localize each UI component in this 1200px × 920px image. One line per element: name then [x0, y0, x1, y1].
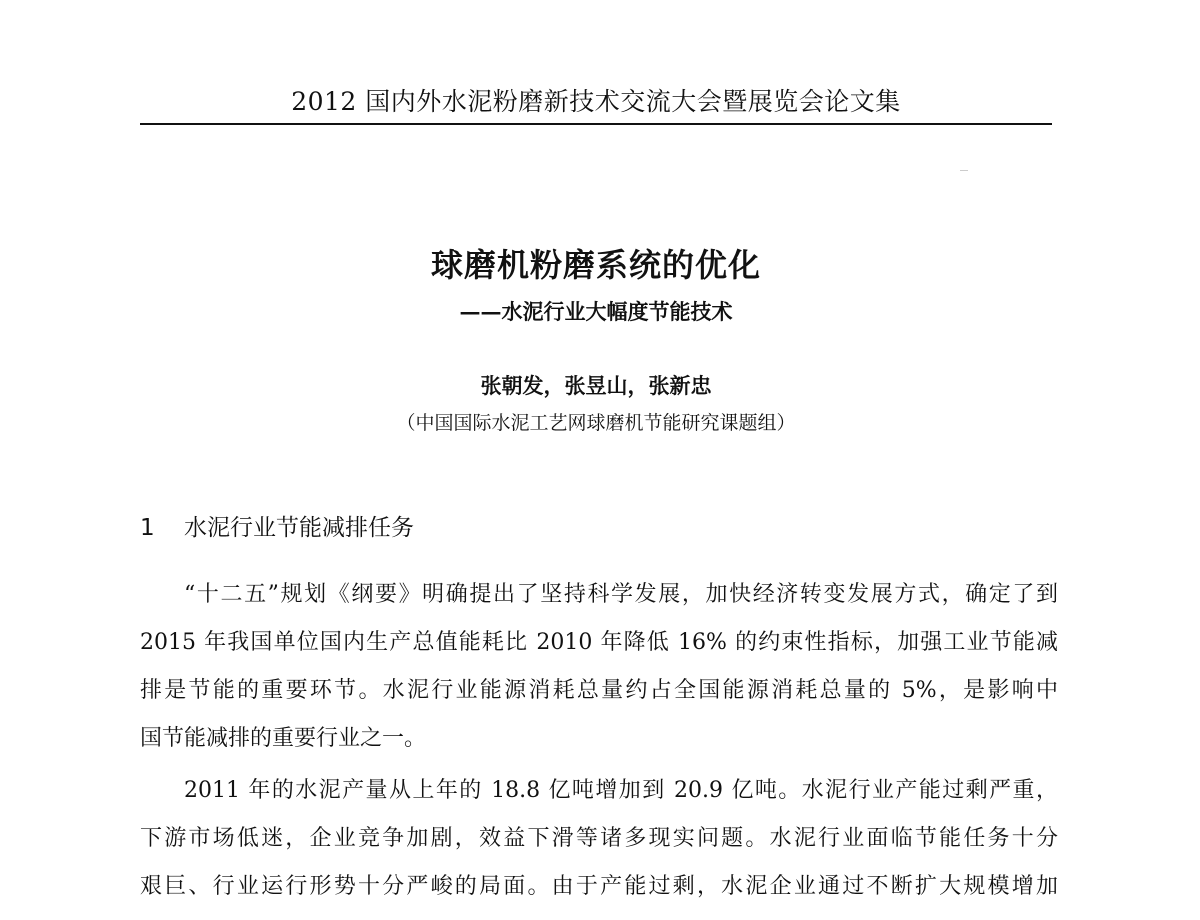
paper-subtitle: ——水泥行业大幅度节能技术: [459, 299, 733, 324]
paragraph-2-line-2: 下游市场低迷，企业竞争加剧，效益下滑等诸多现实问题。水泥行业面临节能任务十分: [140, 826, 1058, 851]
paragraph-2-line-1: 2011 年的水泥产量从上年的 18.8 亿吨增加到 20.9 亿吨。水泥行业产能过剩严重，: [184, 778, 1058, 803]
header-rule: [140, 123, 1052, 125]
paragraph-1-line-3: 排是节能的重要环节。水泥行业能源消耗总量约占全国能源消耗总量的 5%，是影响中: [140, 678, 1058, 703]
paragraph-2-line-3: 艰巨、行业运行形势十分严峻的局面。由于产能过剩，水泥企业通过不断扩大规模增加: [140, 874, 1058, 899]
body-text: [140, 575, 1058, 915]
author-list: 张朝发，张昱山，张新忠: [480, 374, 712, 398]
running-header: 2012 国内外水泥粉磨新技术交流大会暨展览会论文集: [291, 87, 901, 116]
author-affiliation: （中国国际水泥工艺网球磨机节能研究课题组）: [396, 412, 796, 434]
paragraph-1-line-2: 2015 年我国单位国内生产总值能耗比 2010 年降低 16% 的约束性指标，加强工业节能减: [140, 630, 1058, 655]
scan-speck: [960, 170, 968, 171]
section-heading: [140, 511, 414, 545]
paragraph-1-line-4: 国节能减排的重要行业之一。: [140, 726, 427, 751]
paper-title: 球磨机粉磨系统的优化: [430, 246, 761, 284]
section-number: 1: [140, 515, 155, 541]
paragraph-1-line-1: “十二五”规划《纲要》明确提出了坚持科学发展，加快经济转变发展方式，确定了到: [184, 582, 1058, 607]
section-title: 水泥行业节能减排任务: [184, 515, 414, 541]
